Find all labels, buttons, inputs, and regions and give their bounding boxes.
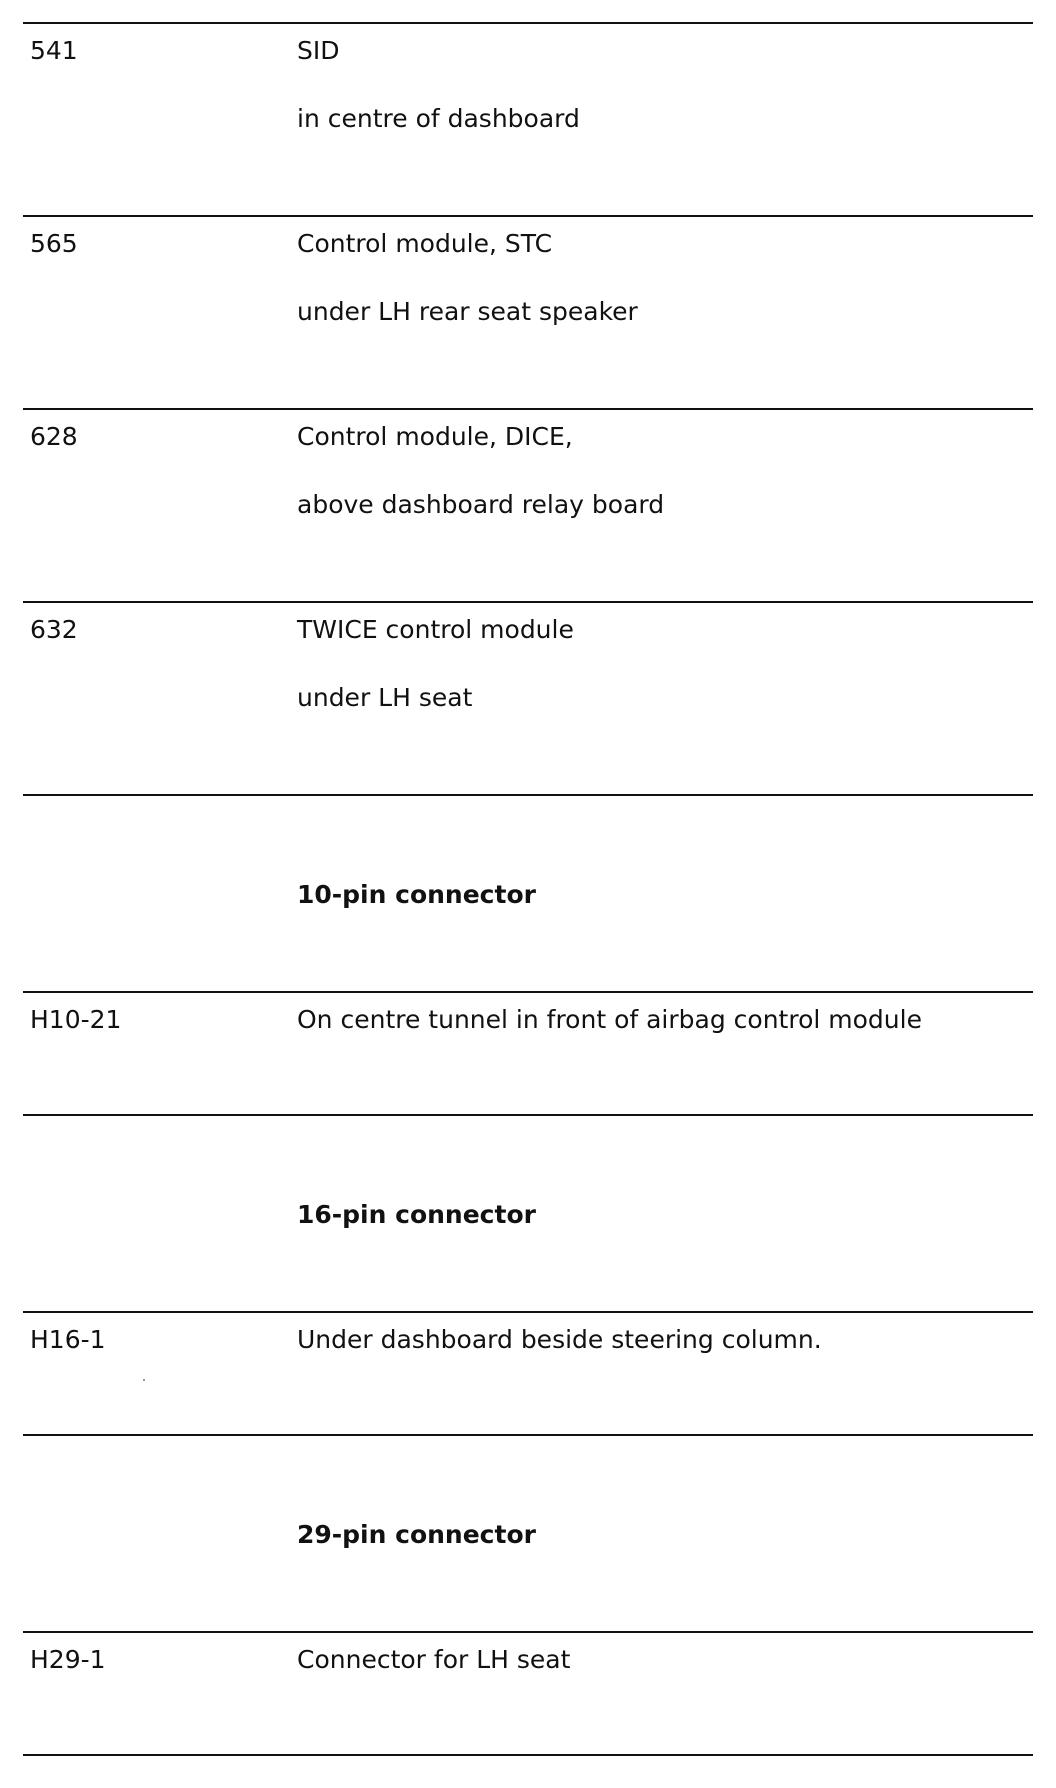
component-name: SID <box>297 36 340 65</box>
component-name: Control module, STC <box>297 229 553 258</box>
connector-code: H10-21 <box>30 1005 122 1034</box>
component-location: above dashboard relay board <box>297 490 665 519</box>
component-code: 632 <box>30 615 78 644</box>
section-heading: 16-pin connector <box>297 1200 536 1229</box>
table-rule <box>23 991 1033 993</box>
component-code: 565 <box>30 229 78 258</box>
table-rule <box>23 22 1033 24</box>
table-rule <box>23 1114 1033 1116</box>
table-rule <box>23 601 1033 603</box>
table-rule <box>23 408 1033 410</box>
table-rule <box>23 1631 1033 1633</box>
component-location: in centre of dashboard <box>297 104 580 133</box>
table-rule <box>23 1311 1033 1313</box>
component-name: TWICE control module <box>297 615 574 644</box>
table-rule <box>23 1434 1033 1436</box>
component-name: Control module, DICE, <box>297 422 573 451</box>
table-rule <box>23 1754 1033 1756</box>
table-rule <box>23 215 1033 217</box>
component-code: 628 <box>30 422 78 451</box>
component-location: under LH seat <box>297 683 473 712</box>
connector-code: H29-1 <box>30 1645 106 1674</box>
connector-location: Under dashboard beside steering column. <box>297 1325 822 1354</box>
connector-code: H16-1 <box>30 1325 106 1354</box>
scan-dot <box>143 1379 145 1381</box>
component-code: 541 <box>30 36 78 65</box>
section-heading: 10-pin connector <box>297 880 536 909</box>
section-heading: 29-pin connector <box>297 1520 536 1549</box>
connector-location: Connector for LH seat <box>297 1645 571 1674</box>
component-location: under LH rear seat speaker <box>297 297 638 326</box>
table-rule <box>23 794 1033 796</box>
connector-location: On centre tunnel in front of airbag control module <box>297 1005 922 1034</box>
